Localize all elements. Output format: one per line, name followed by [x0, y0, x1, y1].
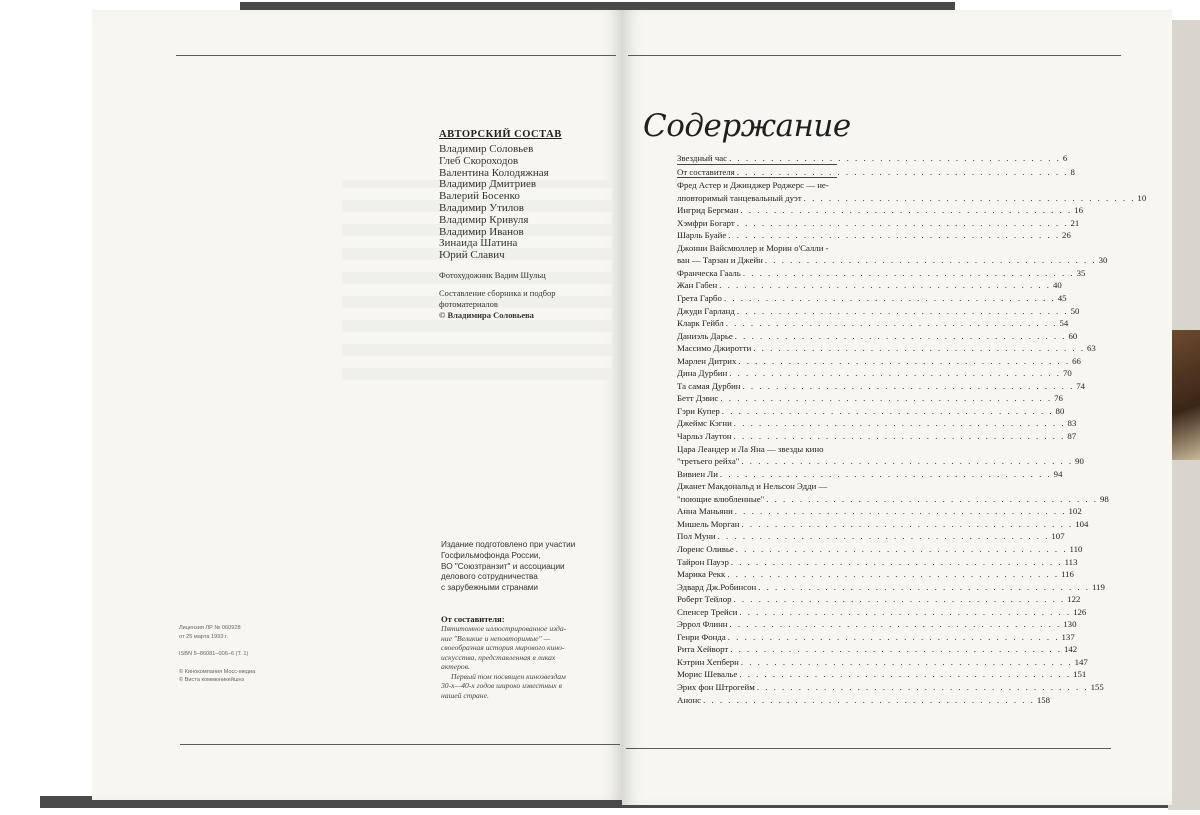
edition-note	[441, 540, 621, 594]
toc-entry	[677, 380, 1086, 393]
toc-leader-dots: . . . . . . . . . . . . . . . . . . . . . . . . . . . . . . . . . . . . . . . .	[766, 493, 1098, 504]
toc-entry-title: Спенсер Трейси	[677, 606, 738, 617]
toc-entry	[677, 166, 1075, 179]
compiled-line-1: Составление сборника и подбор	[439, 287, 556, 298]
toc-entry	[677, 593, 1081, 606]
toc-entry-title: От составителя	[677, 166, 735, 177]
toc-entry-page: 90	[1075, 456, 1084, 467]
toc-entry	[677, 480, 837, 493]
toc-entry	[677, 204, 1083, 217]
note-line: Первый том посвящен кинозвездам	[451, 671, 566, 681]
author-name: Владимир Иванов	[439, 225, 524, 238]
toc-entry-page: 142	[1064, 644, 1078, 655]
author-name: Владимир Дмитриев	[439, 178, 537, 191]
toc-entry	[677, 292, 1067, 305]
toc-entry-title: Гэри Купер	[677, 405, 720, 416]
toc-entry	[677, 505, 1082, 518]
toc-entry	[677, 618, 1077, 631]
toc-entry	[677, 317, 1069, 330]
toc-entry-title: Даниэль Дарье	[677, 330, 733, 341]
toc-entry	[677, 430, 1077, 443]
toc-entry-page: 98	[1099, 493, 1109, 504]
toc-entry-title: Марлен Дитрих	[677, 355, 737, 366]
toc-entry-title: Хэмфри Богарт	[677, 217, 735, 228]
toc-leader-dots: . . . . . . . . . . . . . . . . . . . . . . . . . . . . . . . . . . . . . . . .	[739, 669, 1072, 680]
toc-leader-dots: . . . . . . . . . . . . . . . . . . . . . . . . . . . . . . . . . . . . . . . .	[741, 518, 1074, 529]
toc-entry-page: 155	[1090, 681, 1104, 692]
toc-leader-dots: . . . . . . . . . . . . . . . . . . . . . . . . . . . . . . . . . . . . . . . .	[733, 431, 1066, 442]
toc-entry-page: 102	[1068, 506, 1082, 517]
toc-entry-title: Анонс	[677, 694, 702, 705]
toc-entry-title: Цара Леандер и Ла Яна — звезды кино	[677, 443, 824, 454]
license-line: Лицензия ЛР № 060928	[179, 625, 241, 631]
toc-entry-page: 107	[1051, 531, 1065, 542]
toc-leader-dots: . . . . . . . . . . . . . . . . . . . . . . . . . . . . . . . . . . . . . . . .	[727, 631, 1060, 642]
toc-leader-dots: . . . . . . . . . . . . . . . . . . . . . . . . . . . . . . . . . . . . . . . .	[741, 456, 1074, 467]
toc-entry-page: 76	[1054, 393, 1063, 404]
toc-leader-dots: . . . . . . . . . . . . . . . . . . . . . . . . . . . . . . . . . . . . . . . .	[730, 556, 1063, 567]
toc-entry	[677, 468, 1063, 481]
toc-entry-page: 130	[1063, 619, 1077, 630]
toc-leader-dots: . . . . . . . . . . . . . . . . . . . . . . . . . . . . . . . . . . . . . . . .	[803, 192, 1136, 203]
toc-leader-dots: . . . . . . . . . . . . . . . . . . . . . . . . . . . . . . . . . . . . . . . .	[756, 681, 1089, 692]
toc-entry	[677, 443, 837, 456]
compiled-line-3: © Владимира Соловьева	[439, 309, 534, 320]
toc-entry	[677, 681, 1104, 694]
toc-entry-title: Массимо Джиротти	[677, 343, 752, 354]
toc-leader-dots: . . . . . . . . . . . . . . . . . . . . . . . . . . . . . . . . . . . . . . . .	[730, 644, 1062, 655]
toc-leader-dots: . . . . . . . . . . . . . . . . . . . . . . . . . . . . . . . . . . . . . . . .	[733, 418, 1066, 429]
toc-heading: Содержание	[643, 108, 851, 144]
edition-line: делового сотрудничества	[441, 572, 538, 582]
toc-entry-title: лповторимый танцевальный дуэт	[677, 192, 802, 203]
toc-entry-title: Пол Муни	[677, 531, 716, 542]
toc-entry-title: "третьего рейха"	[677, 456, 740, 467]
toc-leader-dots: . . . . . . . . . . . . . . . . . . . . . . . . . . . . . . . . . . . . . . . .	[729, 368, 1061, 379]
toc-entry	[677, 279, 1062, 292]
toc-entry	[677, 152, 1068, 165]
toc-entry	[677, 455, 1084, 468]
toc-entry-title: Ингрид Бергман	[677, 205, 739, 216]
toc-entry-page: 94	[1053, 468, 1063, 479]
toc-entry-title: Анна Маньяни	[677, 506, 733, 517]
toc-entry-page: 70	[1062, 368, 1072, 379]
photo-fragment	[1172, 330, 1200, 460]
toc-entry	[677, 267, 1086, 280]
toc-leader-dots: . . . . . . . . . . . . . . . . . . . . . . . . . . . . . . . . . . . . . . . .	[736, 305, 1069, 316]
toc-entry-title: Дина Дурбин	[677, 368, 728, 379]
toc-leader-dots: . . . . . . . . . . . . . . . . . . . . . . . . . . . . . . . . . . . . . . . .	[703, 694, 1035, 705]
edition-line: Издание подготовлено при участии	[441, 540, 576, 549]
toc-leader-dots: . . . . . . . . . . . . . . . . . . . . . . . . . . . . . . . . . . . . . . . .	[736, 217, 1069, 228]
toc-entry-page: 122	[1067, 594, 1081, 605]
toc-entry-page: 50	[1070, 305, 1080, 316]
toc-entry	[677, 568, 1074, 581]
toc-entry-page: 63	[1087, 343, 1096, 354]
edition-line: ВО "Союзтранзит" и ассоциации	[441, 561, 565, 571]
toc-entry	[677, 656, 1088, 669]
toc-leader-dots: . . . . . . . . . . . . . . . . . . . . . . . . . . . . . . . . . . . . . . . .	[719, 468, 1052, 479]
toc-entry-title: Джонни Вайсмюллер и Морин о'Салли -	[677, 242, 829, 253]
note-line: актеров.	[441, 662, 470, 671]
toc-entry	[677, 229, 1071, 242]
toc-entry	[677, 606, 1087, 619]
toc-leader-dots: . . . . . . . . . . . . . . . . . . . . . . . . . . . . . . . . . . . . . . . .	[735, 543, 1068, 554]
toc-entry	[677, 631, 1075, 644]
toc-leader-dots: . . . . . . . . . . . . . . . . . . . . . . . . . . . . . . . . . . . . . . . .	[740, 205, 1073, 216]
toc-entry-page: 66	[1072, 355, 1081, 366]
toc-leader-dots: . . . . . . . . . . . . . . . . . . . . . . . . . . . . . . . . . . . . . . . .	[736, 166, 1069, 177]
author-name: Зинаида Шатина	[439, 237, 518, 250]
toc-entry	[677, 305, 1080, 318]
toc-entry-title: Бетт Дэвис	[677, 393, 719, 404]
toc-entry-title: Грета Гарбо	[677, 293, 722, 304]
note-line: искусства, представленная в ликах	[441, 652, 556, 662]
license-block	[179, 624, 299, 685]
note-line: нашей стране.	[441, 690, 489, 700]
toc-entry-page: 6	[1062, 153, 1068, 163]
bottom-rule-right	[626, 748, 1111, 749]
toc-entry-page: 126	[1073, 606, 1087, 617]
toc-entry-title: Джанет Макдональд и Нельсон Эдди —	[677, 481, 828, 492]
toc-entry-page: 8	[1070, 166, 1075, 177]
from-compiler-note	[441, 614, 619, 700]
toc-entry	[677, 581, 1105, 594]
toc-leader-dots: . . . . . . . . . . . . . . . . . . . . . . . . . . . . . . . . . . . . . . . .	[729, 153, 1061, 163]
toc-leader-dots: . . . . . . . . . . . . . . . . . . . . . . . . . . . . . . . . . . . . . . . .	[717, 531, 1050, 542]
toc-entry	[677, 405, 1065, 418]
toc-entry-title: Чарльз Лаутон	[677, 431, 732, 442]
toc-entry-title: ван — Тарзан и Джейн	[677, 255, 763, 266]
toc-entry	[677, 217, 1080, 230]
toc-leader-dots: . . . . . . . . . . . . . . . . . . . . . . . . . . . . . . . . . . . . . . . .	[728, 230, 1061, 241]
toc-entry-title: Эрих фон Штрогейм	[677, 681, 755, 692]
toc-entry-title: Марика Рекк	[677, 569, 726, 580]
toc-leader-dots: . . . . . . . . . . . . . . . . . . . . . . . . . . . . . . . . . . . . . . . .	[764, 255, 1097, 266]
isbn: ISBN 5–86081–006–6 (Т. 1)	[179, 651, 249, 658]
toc-entry-page: 119	[1091, 581, 1105, 592]
toc-entry-title: Эррол Флинн	[677, 619, 728, 630]
toc-entry-page: 10	[1137, 192, 1147, 203]
toc-leader-dots: . . . . . . . . . . . . . . . . . . . . . . . . . . . . . . . . . . . . . . . .	[720, 393, 1053, 404]
toc-entry	[677, 668, 1087, 681]
toc-entry-page: 158	[1036, 694, 1051, 705]
note-line: 30-х—40-х годов широко известных в	[441, 681, 562, 690]
toc-entry-title: Вивиен Ли	[677, 468, 718, 479]
credits-title: АВТОРСКИЙ СОСТАВ	[439, 129, 562, 140]
toc-entry-title: Фред Астер и Джинджер Роджерс — не-	[677, 180, 829, 191]
toc-entry-page: 21	[1070, 217, 1080, 228]
author-name: Глеб Скороходов	[439, 154, 519, 167]
toc-entry	[677, 254, 1108, 267]
toc-leader-dots: . . . . . . . . . . . . . . . . . . . . . . . . . . . . . . . . . . . . . . . .	[727, 569, 1060, 580]
compiled-line-2: фотоматериалов	[439, 298, 498, 309]
toc-entry-title: Франческа Гааль	[677, 267, 741, 278]
toc-entry-page: 116	[1061, 569, 1074, 580]
toc-leader-dots: . . . . . . . . . . . . . . . . . . . . . . . . . . . . . . . . . . . . . . . .	[734, 506, 1067, 517]
photo-artist: Фотохудожник Вадим Шульц	[439, 269, 546, 280]
note-line: своеобразная история мирового кино-	[441, 643, 565, 652]
note-line: Пятитомное иллюстрированное изда-	[441, 624, 567, 633]
toc-leader-dots: . . . . . . . . . . . . . . . . . . . . . . . . . . . . . . . . . . . . . . . .	[734, 330, 1067, 341]
toc-leader-dots: . . . . . . . . . . . . . . . . . . . . . . . . . . . . . . . . . . . . . . . .	[758, 581, 1090, 592]
toc-entry-title: "поющие влюбленные"	[677, 493, 765, 504]
toc-entry	[677, 543, 1083, 556]
license-date: от 25 марта 1993 г.	[179, 633, 228, 640]
toc-entry-title: Звездный час	[677, 153, 728, 163]
toc-entry	[677, 179, 837, 192]
credits-block	[439, 129, 619, 321]
edition-line: Госфильмофонда России,	[441, 550, 541, 560]
toc-leader-dots: . . . . . . . . . . . . . . . . . . . . . . . . . . . . . . . . . . . . . . . .	[719, 280, 1051, 291]
toc-entry-title: Та самая Дурбин	[677, 380, 741, 391]
toc-entry	[677, 694, 1051, 707]
toc-entry-page: 54	[1059, 318, 1069, 329]
toc-entry-title: Эдвард Дж.Робинсон	[677, 581, 757, 592]
toc-leader-dots: . . . . . . . . . . . . . . . . . . . . . . . . . . . . . . . . . . . . . . . .	[738, 355, 1071, 366]
toc-entry-page: 45	[1057, 293, 1067, 304]
bottom-rule-left	[180, 744, 620, 745]
toc-leader-dots: . . . . . . . . . . . . . . . . . . . . . . . . . . . . . . . . . . . . . . . .	[742, 267, 1075, 278]
toc-entry-title: Лоренс Оливье	[677, 543, 734, 554]
toc-leader-dots: . . . . . . . . . . . . . . . . . . . . . . . . . . . . . . . . . . . . . . . .	[721, 405, 1054, 416]
toc-entry	[677, 330, 1078, 343]
toc-entry	[677, 342, 1096, 355]
toc-entry-page: 104	[1075, 518, 1089, 529]
toc-entry	[677, 242, 837, 255]
toc-entry-title: Кларк Гейбл	[677, 318, 724, 329]
copyright-2: © Виста коммюникейшнз	[179, 677, 245, 684]
author-name: Владимир Соловьев	[439, 143, 534, 155]
author-name: Владимир Кривуля	[439, 213, 529, 226]
note-line: ние "Великие и неповторимые" —	[441, 633, 551, 643]
toc-leader-dots: . . . . . . . . . . . . . . . . . . . . . . . . . . . . . . . . . . . . . . . .	[725, 318, 1058, 329]
toc-entry-page: 137	[1061, 631, 1075, 642]
toc-entry	[677, 493, 1109, 506]
toc-leader-dots: . . . . . . . . . . . . . . . . . . . . . . . . . . . . . . . . . . . . . . . .	[753, 343, 1086, 354]
toc-leader-dots: . . . . . . . . . . . . . . . . . . . . . . . . . . . . . . . . . . . . . . . .	[742, 380, 1075, 391]
toc-entry	[677, 530, 1065, 543]
toc-entry-title: Рита Хейворт	[677, 644, 729, 655]
toc-entry	[677, 556, 1078, 569]
toc-entry-page: 40	[1052, 280, 1062, 291]
toc-leader-dots: . . . . . . . . . . . . . . . . . . . . . . . . . . . . . . . . . . . . . . . .	[723, 293, 1056, 304]
toc-entry	[677, 392, 1063, 405]
toc-entry-page: 80	[1055, 405, 1065, 416]
toc-list	[677, 152, 1147, 706]
toc-entry-title: Генри Фонда	[677, 631, 726, 642]
toc-entry-title: Роберт Тейлор	[677, 594, 732, 605]
toc-entry-title: Жан Габен	[677, 280, 718, 291]
toc-entry-page: 151	[1073, 669, 1087, 680]
toc-entry-page: 147	[1074, 656, 1088, 667]
toc-leader-dots: . . . . . . . . . . . . . . . . . . . . . . . . . . . . . . . . . . . . . . . .	[729, 619, 1062, 630]
author-name: Юрий Славич	[439, 249, 505, 262]
toc-entry	[677, 355, 1081, 368]
copyright-1: © Кинокомпания Мосс-медиа	[179, 668, 256, 675]
toc-entry	[677, 518, 1089, 531]
author-name: Валентина Колодяжная	[439, 166, 549, 179]
toc-entry-page: 87	[1067, 431, 1077, 442]
toc-entry-page: 35	[1076, 267, 1086, 278]
authors-list	[439, 144, 619, 262]
toc-entry-title: Джуди Гарланд	[677, 305, 735, 316]
toc-entry-page: 110	[1069, 543, 1083, 554]
top-rule-left	[176, 55, 616, 56]
toc-entry-page: 60	[1068, 330, 1078, 341]
toc-leader-dots: . . . . . . . . . . . . . . . . . . . . . . . . . . . . . . . . . . . . . . . .	[740, 656, 1073, 667]
top-rule-right	[628, 55, 1121, 56]
toc-entry-page: 30	[1098, 255, 1108, 266]
toc-entry-page: 74	[1076, 380, 1086, 391]
toc-entry-title: Джеймс Кэгни	[677, 418, 732, 429]
toc-entry-title: Тайрон Пауэр	[677, 556, 729, 567]
toc-entry-page: 113	[1064, 556, 1078, 567]
toc-entry-page: 83	[1067, 418, 1077, 429]
from-compiler-title: От составителя:	[441, 614, 505, 624]
toc-entry-page: 26	[1062, 230, 1071, 241]
toc-entry-title: Мишель Морган	[677, 518, 740, 529]
author-name: Валерий Босенко	[439, 190, 520, 203]
toc-entry	[677, 367, 1072, 380]
toc-leader-dots: . . . . . . . . . . . . . . . . . . . . . . . . . . . . . . . . . . . . . . . .	[739, 606, 1072, 617]
author-name: Владимир Утилов	[439, 201, 524, 214]
toc-entry-page: 16	[1074, 205, 1083, 216]
toc-entry	[677, 643, 1078, 656]
toc-entry-title: Морис Шевалье	[677, 669, 738, 680]
toc-entry-title: Шарль Буайе	[677, 230, 727, 241]
toc-entry	[677, 192, 1147, 205]
toc-leader-dots: . . . . . . . . . . . . . . . . . . . . . . . . . . . . . . . . . . . . . . . .	[733, 594, 1066, 605]
toc-entry	[677, 417, 1077, 430]
toc-entry-title: Кэтрин Хепберн	[677, 656, 739, 667]
edition-line: с зарубежными странами	[441, 583, 538, 593]
